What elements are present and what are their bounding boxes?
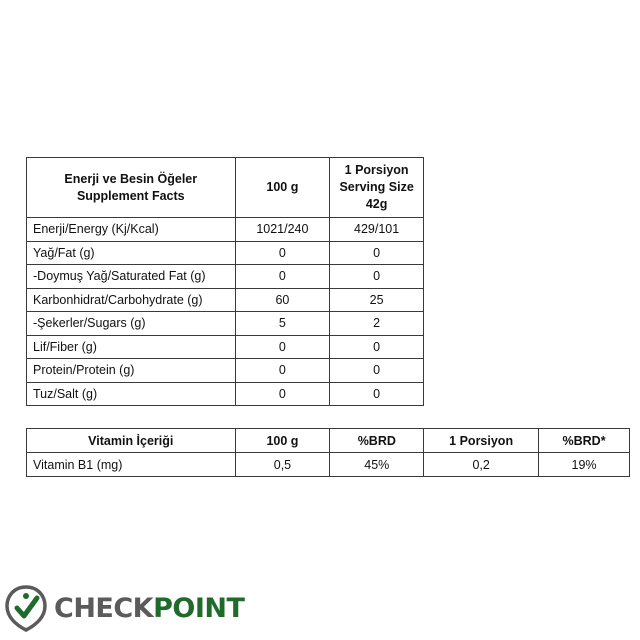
facts-header-serving	[330, 158, 424, 218]
per100-value: 5	[235, 312, 330, 336]
serving-value: 0	[330, 265, 424, 289]
supplement-facts-table	[26, 157, 424, 406]
serving-value: 0	[330, 382, 424, 406]
facts-header-nutrient	[27, 158, 236, 218]
per100-value: 1021/240	[235, 218, 330, 242]
table-row	[27, 312, 424, 336]
vitamin-header-brd: %BRD	[330, 429, 424, 453]
nutrient-name: Yağ/Fat (g)	[27, 241, 236, 265]
per100-value: 0	[235, 335, 330, 359]
serving-value: 25	[330, 288, 424, 312]
facts-header-serving-size: 42g	[365, 197, 388, 211]
nutrient-name: Karbonhidrat/Carbohydrate (g)	[27, 288, 236, 312]
vitamin-per100: 0,5	[235, 453, 330, 477]
per100-value: 0	[235, 265, 330, 289]
nutrient-name: Protein/Protein (g)	[27, 359, 236, 383]
wordmark-check: CHECK	[54, 592, 154, 624]
serving-value: 0	[330, 241, 424, 265]
table-row	[27, 359, 424, 383]
facts-header-per100: 100 g	[235, 158, 330, 218]
serving-value: 429/101	[330, 218, 424, 242]
vitamin-brd100: 45%	[330, 453, 424, 477]
vitamin-name: Vitamin B1 (mg)	[27, 453, 236, 477]
table-row	[27, 453, 630, 477]
vitamin-header-serving: 1 Porsiyon	[424, 429, 539, 453]
vitamin-header-name: Vitamin İçeriği	[27, 429, 236, 453]
facts-header-nutrient-en: Supplement Facts	[76, 188, 185, 203]
vitamin-header-brd-serving: %BRD*	[539, 429, 630, 453]
nutrient-name: -Doymuş Yağ/Saturated Fat (g)	[27, 265, 236, 289]
facts-header-nutrient-tr: Enerji ve Besin Öğeler	[64, 171, 198, 186]
per100-value: 0	[235, 359, 330, 383]
vitamin-serving: 0,2	[424, 453, 539, 477]
serving-value: 0	[330, 335, 424, 359]
table-row	[27, 382, 424, 406]
serving-value: 0	[330, 359, 424, 383]
checkpoint-mark-icon	[4, 584, 48, 632]
vitamin-table	[26, 428, 630, 477]
table-row	[27, 335, 424, 359]
table-row	[27, 241, 424, 265]
table-row	[27, 265, 424, 289]
facts-header-serving-en: Serving Size	[339, 180, 414, 194]
nutrient-name: Tuz/Salt (g)	[27, 382, 236, 406]
vitamin-header-row	[27, 429, 630, 453]
checkpoint-logo	[4, 582, 244, 634]
facts-header-serving-tr: 1 Porsiyon	[344, 163, 409, 177]
per100-value: 0	[235, 241, 330, 265]
vitamin-brd-serving: 19%	[539, 453, 630, 477]
per100-value: 0	[235, 382, 330, 406]
facts-header-row	[27, 158, 424, 218]
serving-value: 2	[330, 312, 424, 336]
nutrient-name: Lif/Fiber (g)	[27, 335, 236, 359]
checkpoint-wordmark	[54, 592, 245, 624]
table-row	[27, 218, 424, 242]
wordmark-point: POINT	[153, 592, 245, 624]
table-row	[27, 288, 424, 312]
nutrient-name: Enerji/Energy (Kj/Kcal)	[27, 218, 236, 242]
vitamin-header-per100: 100 g	[235, 429, 330, 453]
per100-value: 60	[235, 288, 330, 312]
nutrient-name: -Şekerler/Sugars (g)	[27, 312, 236, 336]
